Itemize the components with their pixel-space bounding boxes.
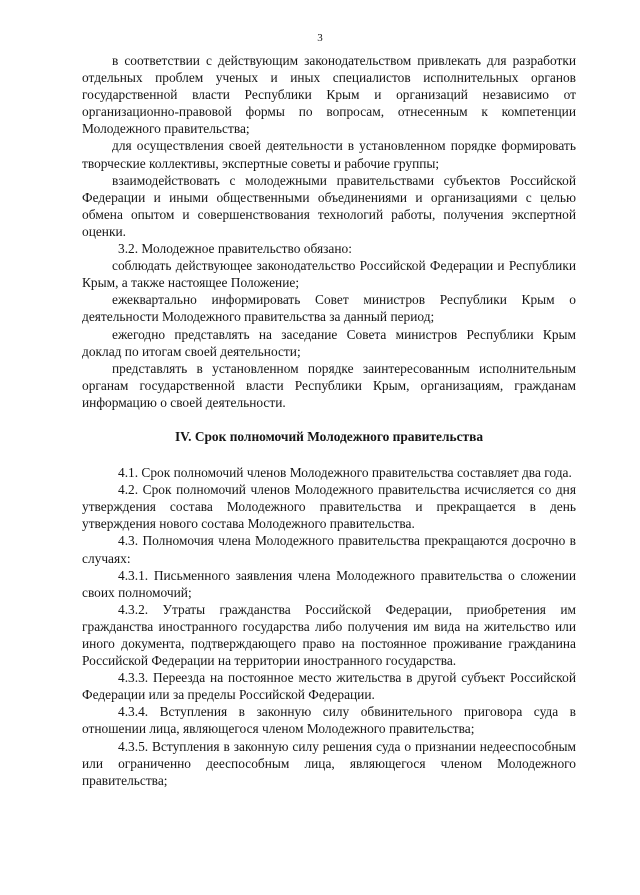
- document-body: [82, 52, 576, 789]
- paragraph: 3.2. Молодежное правительство обязано:: [118, 241, 352, 257]
- paragraph: 4.3.2. Утраты гражданства Российской Федерации, приобретения им гражданства иностранного государства либо получения им вида на жительство или иного документа, подтверждающего право на постоянное проживание гражданина Российской Федерации на территории иностранного государства.: [82, 601, 576, 669]
- paragraph: 4.3. Полномочия члена Молодежного правительства прекращаются досрочно в случаях:: [82, 533, 576, 566]
- paragraph: ежеквартально информировать Совет министров Республики Крым о деятельности Молодежного правительства за данный период;: [82, 292, 576, 325]
- paragraph: 4.3.3. Переезда на постоянное место жительства в другой субъект Российской Федерации или за пределы Российской Федерации.: [82, 670, 576, 703]
- paragraph: 4.3.5. Вступления в законную силу решения суда о признании недееспособным или ограниченно дееспособным лица, являющегося членом Молодежного правительства;: [82, 738, 576, 788]
- paragraph: соблюдать действующее законодательство Российской Федерации и Республики Крым, а также настоящее Положение;: [82, 258, 576, 291]
- paragraph: 4.3.1. Письменного заявления члена Молодежного правительства о сложении своих полномочий;: [82, 567, 576, 600]
- paragraph: представлять в установленном порядке заинтересованным исполнительным органам государственной власти Республики Крым, организациям, гражданам информацию о своей деятельности.: [82, 360, 576, 410]
- paragraph: взаимодействовать с молодежными правительствами субъектов Российской Федерации и иными общественными объединениями и организациями с целью обмена опытом и совершенствования технологий работы, получения экспертной оценки.: [82, 172, 576, 239]
- paragraph: 4.1. Срок полномочий членов Молодежного правительства составляет два года.: [118, 465, 572, 481]
- paragraph: для осуществления своей деятельности в установленном порядке формировать творческие коллективы, экспертные советы и рабочие группы;: [82, 138, 576, 171]
- paragraph: 4.2. Срок полномочий членов Молодежного правительства исчисляется со дня утверждения состава Молодежного правительства и прекращается в день утверждения нового состава Молодежного правительства.: [82, 482, 576, 532]
- paragraph: в соответствии с действующим законодательством привлекать для разработки отдельных проблем ученых и иных специалистов исполнительных органов государственной власти Республики Крым и организаций независимо от организационно-правовой формы по вопросам, отнесенным к компетенции Молодежного правительства;: [82, 53, 576, 137]
- paragraph: ежегодно представлять на заседание Совета министров Республики Крым доклад по итогам своей деятельности;: [82, 326, 576, 359]
- section-heading: IV. Срок полномочий Молодежного правительства: [174, 428, 484, 444]
- paragraph: 4.3.4. Вступления в законную силу обвинительного приговора суда в отношении лица, являющегося членом Молодежного правительства;: [82, 704, 576, 737]
- page-number: 3: [317, 32, 323, 44]
